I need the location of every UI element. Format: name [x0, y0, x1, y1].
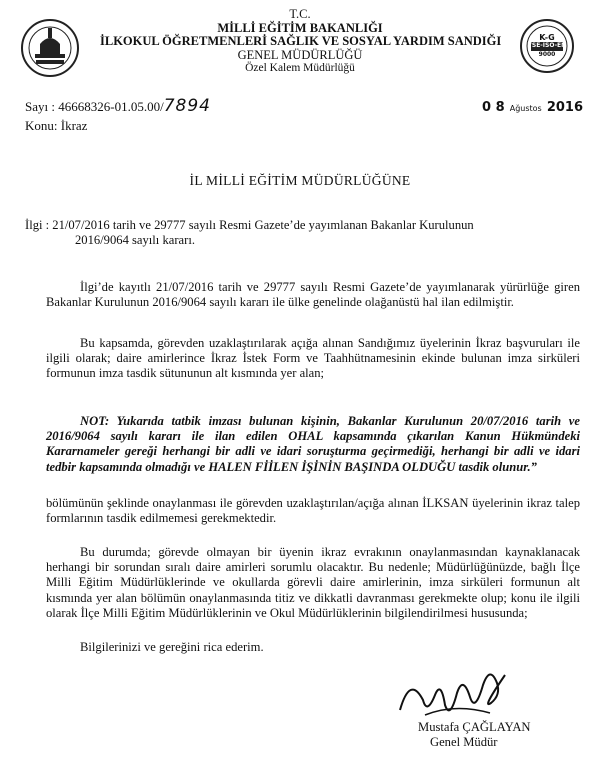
date-stamp: [482, 96, 583, 115]
ilksan-logo-icon: [20, 18, 80, 78]
letterhead: [100, 7, 502, 76]
ilgi-line-2: 2016/9064 sayılı kararı.: [75, 233, 195, 248]
paragraph-1: İlgi’de kayıtlı 21/07/2016 tarih ve 29777 sayılı Resmi Gazete’de yayımlanarak yürürlüğe giren Bakanlar Kurulunun 2016/9064 sayılı kararı ile ülke genelinde olağanüstü hal ilan edilmiştir.: [46, 280, 580, 310]
letterhead-line-5: Özel Kalem Müdürlüğü: [245, 62, 355, 74]
ilgi-line-1: [25, 218, 570, 233]
signatory-title: Genel Müdür: [430, 735, 498, 749]
date-year: 2016: [546, 100, 583, 115]
paragraph-4: Bu durumda; görevde olmayan bir üyenin ikraz evrakının onaylanmasından kaynaklanacak herhangi bir sorundan sıralı daire amirleri sorumlu olacaktır. Bu nedenle; Müdürlüğünüzde, bağlı İlçe Milli Eğitim Müdürlüklerinde ve okullarda görevli daire amirlerinin, imza sirküleri formunun alt kısmında yer alan bölümün onaylanmasında titiz ve dikkatli davranması gerekmekte olup; konu ile ilgili olarak İlçe Milli Eğitim Müdürlüklerinin ve Okul Müdürlüklerinin bilgilendirilmesi hususunda;: [46, 545, 580, 620]
tse-logo-text: [519, 33, 575, 59]
ilgi-paragraph: [25, 218, 570, 248]
letterhead-line-3: İLKOKUL ÖĞRETMENLERİ SAĞLIK VE SOSYAL YARDIM SANDIĞI: [100, 34, 502, 48]
paragraph-2: Bu kapsamda, görevden uzaklaştırılarak açığa alınan Sandığımız üyelerinin İkraz başvuruları ile ilgili olarak; daire amirlerince İkraz İstek Form ve Taahhütnamesinin ekinde bulunan imza sirküleri formunun imza tasdik sütununun alt kısmında yer alan;: [46, 336, 580, 381]
signatory-name: Mustafa ÇAĞLAYAN: [418, 720, 531, 734]
signature-icon: [395, 655, 515, 725]
ilgi-label: İlgi :: [25, 218, 53, 232]
subject-line: [25, 118, 87, 133]
letterhead-line-4: GENEL MÜDÜRLÜĞÜ: [237, 47, 363, 62]
closing-line: Bilgilerinizi ve gereğini rica ederim.: [80, 640, 264, 654]
letterhead-line-1: T.C.: [289, 7, 311, 21]
reference-label: Sayı :: [25, 99, 59, 114]
reference-number: [25, 96, 211, 116]
paragraph-3: bölümünün şeklinde onaylanması ile görevden uzaklaştırılan/açığa alınan İLKSAN üyelerinin ikraz talep formlarının tasdik edilmemesi gerekmektedir.: [46, 496, 580, 526]
subject-label: Konu:: [25, 118, 61, 133]
note-paragraph: NOT: Yukarıda tatbik imzası bulunan kişinin, Bakanlar Kurulunun 20/07/2016 tarih ve 2016/9064 sayılı kararı ile ilan edilen OHAL kapsamında çıkarılan Kanun Hükmündeki Kararnameler gereği herhangi bir adli ve idari soruşturma geçirmediği, herhangi bir adli ve idari tedbir kapsamında olmadığı ve HALEN FİİLEN İŞİNİN BAŞINDA OLDUĞU tasdik olunur.”: [46, 414, 580, 474]
reference-value: 46668326-01.05.00/: [58, 99, 164, 114]
ilgi-text-1: 21/07/2016 tarih ve 29777 sayılı Resmi Gazete’de yayımlanan Bakanlar Kurulunun: [52, 218, 474, 232]
date-month: Ağustos: [509, 104, 542, 113]
letterhead-line-2: MİLLİ EĞİTİM BAKANLIĞI: [217, 20, 383, 35]
signature-block: [418, 720, 531, 750]
date-day: 0 8: [482, 100, 505, 115]
handwritten-number: 7894: [163, 96, 211, 116]
subject-value: İkraz: [60, 118, 88, 133]
addressee-title: İL MİLLİ EĞİTİM MÜDÜRLÜĞÜNE: [189, 173, 411, 188]
tse-logo-line-3: 9000: [538, 51, 556, 58]
tse-logo-line-2: TSE-ISO-EN: [527, 42, 567, 49]
tse-logo-line-1: K-G: [539, 33, 555, 42]
